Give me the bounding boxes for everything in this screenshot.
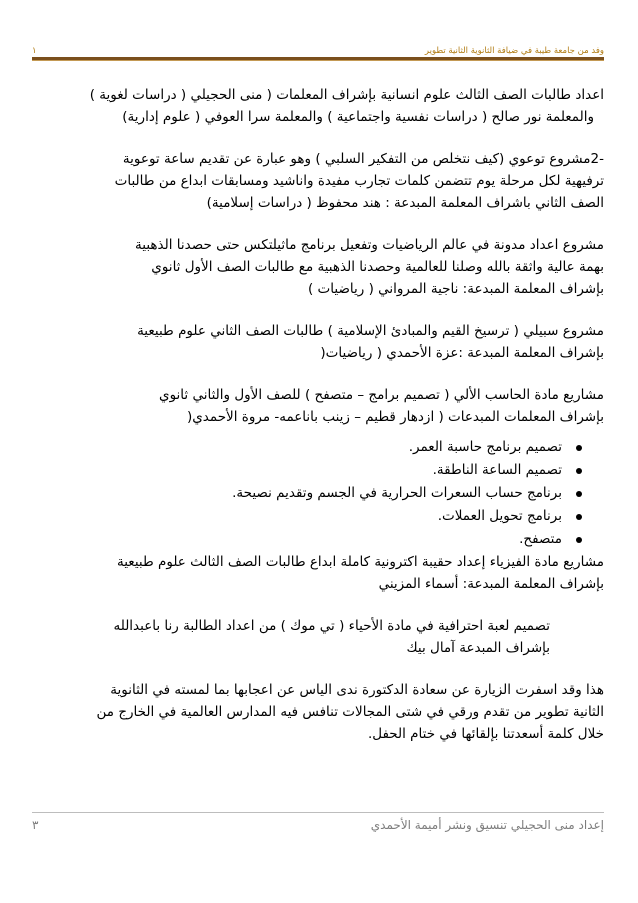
text-line: بإشراف المعلمة المبدعة :عزة الأحمدي ( رياضيات( bbox=[320, 345, 604, 361]
paragraph-closing bbox=[32, 679, 604, 745]
text-line: الثانية تطوير من تقدم ورقي في شتى المجالات تنافس فيه المدارس العالمية في الخارج من bbox=[96, 704, 604, 720]
header-rule bbox=[32, 57, 604, 61]
computer-projects-list bbox=[32, 436, 604, 551]
text-line: اعداد طالبات الصف الثالث علوم انسانية بإشراف المعلمات ( منى الحجيلي ( دراسات لغوية ) bbox=[89, 87, 604, 103]
paragraph-awareness-project bbox=[32, 148, 604, 214]
text-line: ترفيهية لكل مرحلة يوم تتضمن كلمات تجارب مفيدة واناشيد ومسابقات ابداع من طالبات bbox=[114, 173, 604, 189]
page-header bbox=[32, 38, 604, 56]
footer-credit: إعداد منى الحجيلي تنسيق ونشر أميمة الأحمدي bbox=[370, 818, 604, 832]
text-line: والمعلمة نور صالح ( دراسات نفسية واجتماعية ) والمعلمة سرا العوفي ( علوم إدارية) bbox=[122, 109, 594, 125]
list-item: برنامج حساب السعرات الحرارية في الجسم وتقديم نصيحة. bbox=[32, 482, 562, 505]
text-line: الصف الثاني باشراف المعلمة المبدعة : هند محفوظ ( دراسات إسلامية) bbox=[206, 195, 604, 211]
paragraph-computer-projects bbox=[32, 384, 604, 428]
text-line: بإشراف المعلمات المبدعات ( ازدهار قطيم – زينب باناعمه- مروة الأحمدي( bbox=[186, 409, 604, 425]
paragraph-math-blog bbox=[32, 234, 604, 300]
text-line: -2مشروع توعوي (كيف نتخلص من التفكير السلبي ) وهو عبارة عن تقديم ساعة توعوية bbox=[122, 151, 604, 167]
text-line: خلال كلمة أسعدتنا بإلقائها في ختام الحفل. bbox=[367, 726, 604, 742]
list-item: تصميم الساعة الناطقة. bbox=[32, 459, 562, 482]
list-item: تصميم برنامج حاسبة العمر. bbox=[32, 436, 562, 459]
footer-page-number: ٣ bbox=[32, 818, 39, 832]
text-line: مشروع سبيلي ( ترسيخ القيم والمبادئ الإسلامية ) طالبات الصف الثاني علوم طبيعية bbox=[137, 323, 604, 339]
text-line: مشاريع مادة الفيزياء إعداد حقيبة اكترونية كاملة ابداع طالبات الصف الثالث علوم طبيعية bbox=[117, 554, 604, 570]
paragraph-physics bbox=[32, 551, 604, 595]
text-line: بهمة عالية واثقة بالله وصلنا للعالمية وحصدنا الذهبية مع طالبات الصف الأول ثانوي bbox=[151, 259, 604, 275]
text-line: مشاريع مادة الحاسب الألي ( تصميم برامج – متصفح ) للصف الأول والثاني ثانوي bbox=[159, 387, 604, 403]
text-line: هذا وقد اسفرت الزيارة عن سعادة الدكتورة ندى الياس عن اعجابها بما لمسته في الثانوية bbox=[110, 682, 604, 698]
header-title: وفد من جامعة طيبة في ضيافة الثانوية الثانية تطوير bbox=[424, 46, 604, 56]
text-line: مشروع اعداد مدونة في عالم الرياضيات وتفعيل برنامج ماثيلتكس حتى حصدنا الذهبية bbox=[135, 237, 604, 253]
text-line: بإشراف المبدعة آمال بيك bbox=[406, 640, 550, 656]
header-page-number: ١ bbox=[32, 46, 37, 56]
list-item: برنامج تحويل العملات. bbox=[32, 505, 562, 528]
paragraph-biology-game bbox=[32, 615, 604, 659]
page-footer bbox=[32, 818, 604, 832]
document-body bbox=[32, 84, 604, 765]
paragraph-humanities bbox=[32, 84, 604, 128]
text-line: بإشراف المعلمة المبدعة: ناجية المرواني ( رياضيات ) bbox=[308, 281, 604, 297]
text-line: بإشراف المعلمة المبدعة: أسماء المزيني bbox=[378, 576, 604, 592]
text-line: تصميم لعبة احترافية في مادة الأحياء ( تي موك ) من اعداد الطالبة رنا باعبدالله bbox=[113, 618, 550, 634]
footer-rule bbox=[32, 812, 604, 813]
paragraph-sabeeli-project bbox=[32, 320, 604, 364]
list-item: متصفح. bbox=[32, 528, 562, 551]
